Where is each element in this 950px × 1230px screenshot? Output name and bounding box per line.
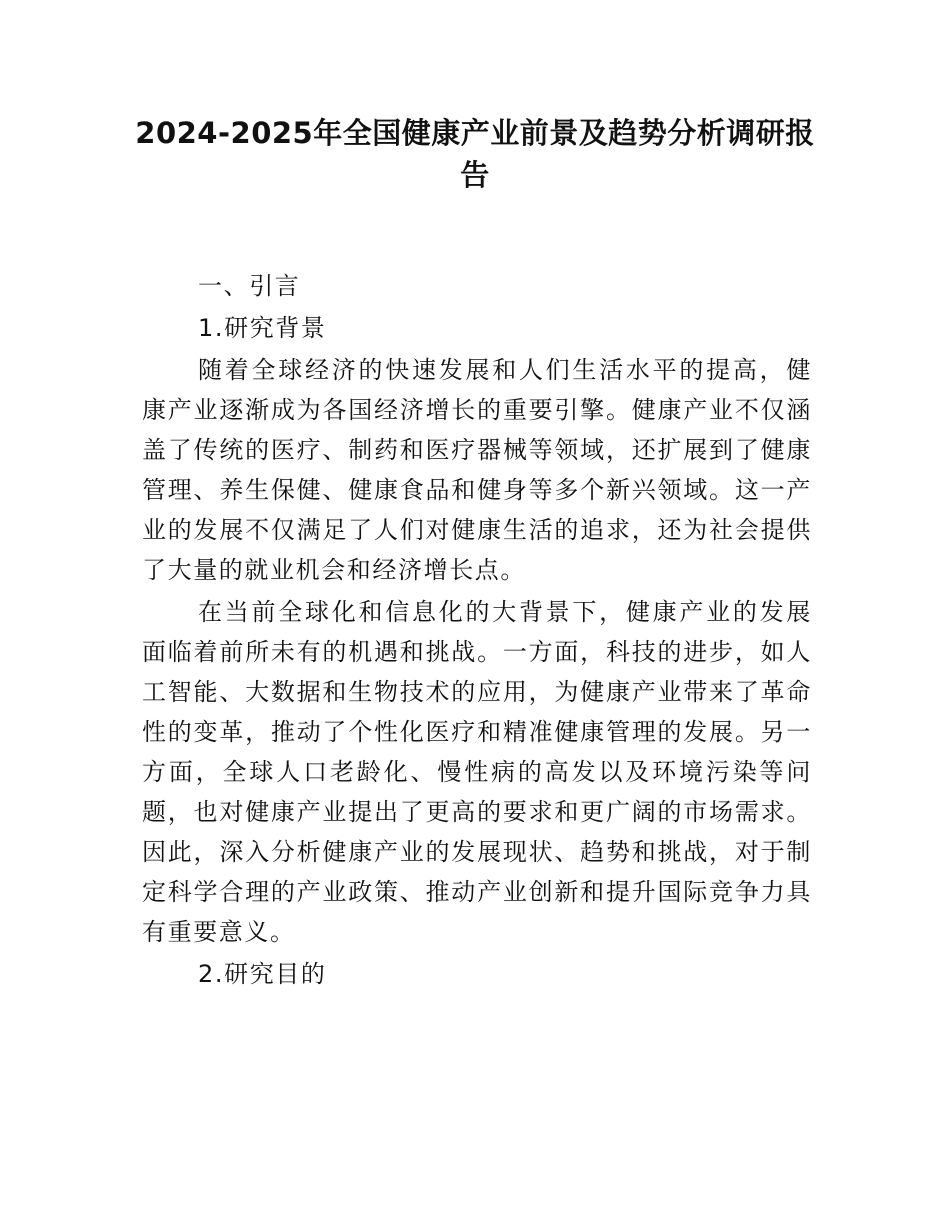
section-heading-introduction: 一、引言 xyxy=(198,272,301,300)
subsection-heading-research-purpose: 2.研究目的 xyxy=(198,960,327,988)
paragraph-background-1: 随着全球经济的快速发展和人们生活水平的提高，健康产业逐渐成为各国经济增长的重要引擎。健康产业不仅涵盖了传统的医疗、制药和医疗器械等领域，还扩展到了健康管理、养生保健、健康食品和健身等多个新兴领域。这一产业的发展不仅满足了人们对健康生活的追求，还为社会提供了大量的就业机会和经济增长点。 xyxy=(142,356,812,584)
document-title: 2024-2025年全国健康产业前景及趋势分析调研报告 xyxy=(135,116,815,192)
subsection-heading-research-background: 1.研究背景 xyxy=(198,314,327,342)
document-body xyxy=(142,266,812,996)
paragraph-background-2: 在当前全球化和信息化的大背景下，健康产业的发展面临着前所未有的机遇和挑战。一方面，科技的进步，如人工智能、大数据和生物技术的应用，为健康产业带来了革命性的变革，推动了个性化医疗和精准健康管理的发展。另一方面，全球人口老龄化、慢性病的高发以及环境污染等问题，也对健康产业提出了更高的要求和更广阔的市场需求。因此，深入分析健康产业的发展现状、趋势和挑战，对于制定科学合理的产业政策、推动产业创新和提升国际竞争力具有重要意义。 xyxy=(142,598,812,946)
